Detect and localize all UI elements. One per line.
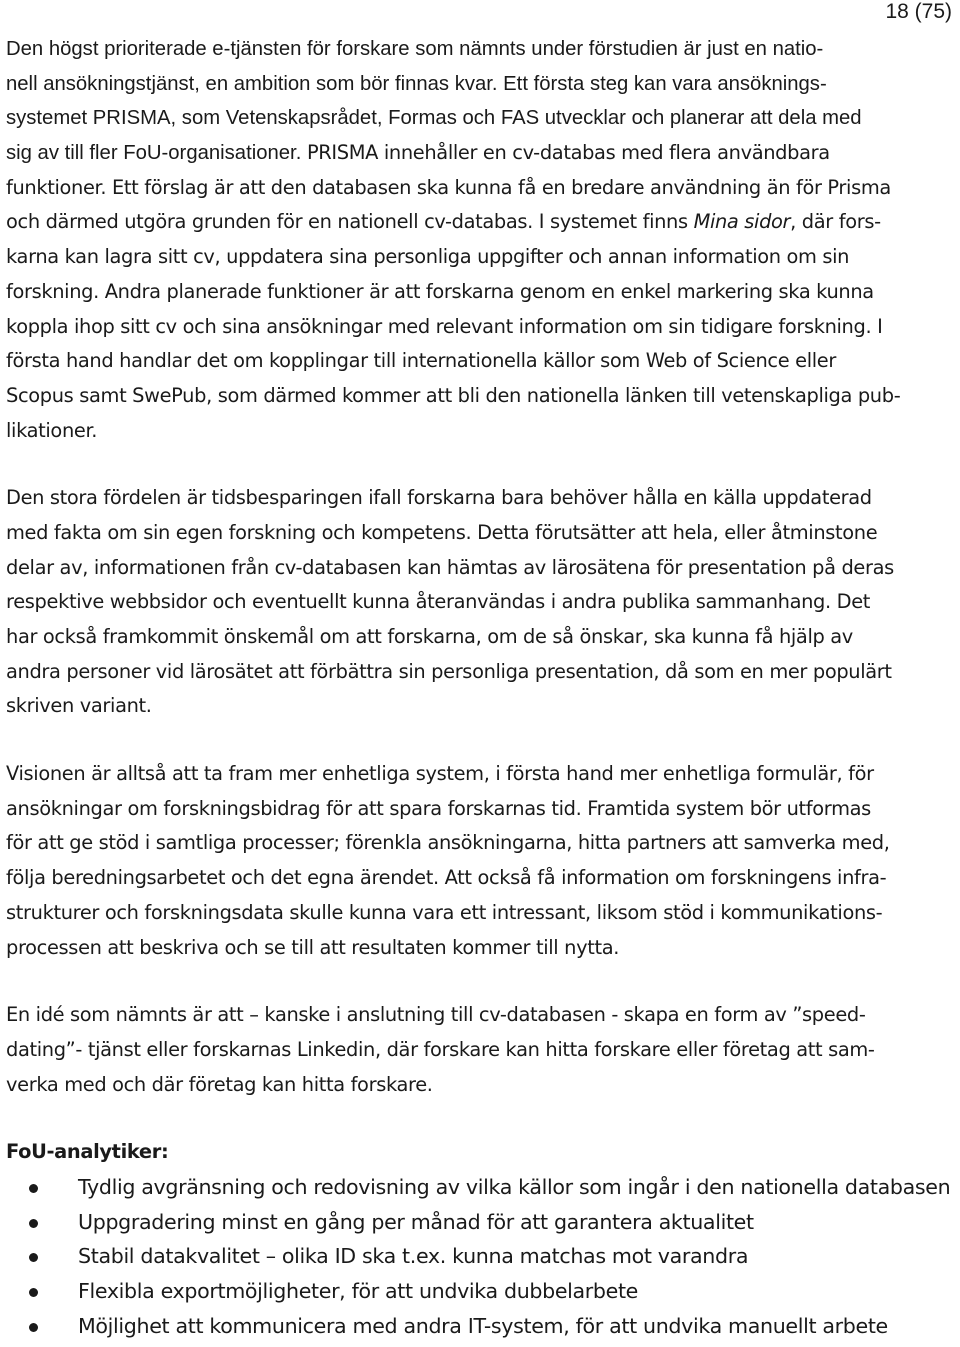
text-line: Visionen är alltså att ta fram mer enhetliga system, i första hand mer enhetliga formulär, för bbox=[6, 762, 874, 786]
list-item bbox=[6, 1274, 950, 1309]
text-line bbox=[6, 171, 950, 206]
text-line: för att ge stöd i samtliga processer; förenkla ansökningarna, hitta partners att samverka med, bbox=[6, 831, 890, 855]
list-item bbox=[6, 1170, 950, 1205]
bullet-icon bbox=[29, 1253, 38, 1262]
section-heading: FoU-analytiker: bbox=[6, 1140, 169, 1164]
mina-sidor-emphasis: Mina sidor bbox=[693, 210, 791, 234]
text-line: karna kan lagra sitt cv, uppdatera sina personliga uppgifter och annan information om sin bbox=[6, 245, 850, 269]
paragraph-prisma bbox=[6, 32, 950, 448]
text-line bbox=[6, 136, 950, 171]
text-line: följa beredningsarbetet och det egna ärendet. Att också få information om forskningens infra- bbox=[6, 866, 887, 890]
text-run: och därmed utgöra grunden för en nationell cv-databas. I systemet finns bbox=[6, 210, 694, 234]
text-line: delar av, informationen från cv-databasen kan hämtas av lärosätena för presentation på deras bbox=[6, 555, 894, 579]
text-line: dating”- tjänst eller forskarnas Linkedin, där forskare kan hitta forskare eller företag att sam- bbox=[6, 1037, 875, 1061]
fou-analytiker-section bbox=[6, 1135, 950, 1343]
paragraph-speed-dating bbox=[6, 998, 950, 1102]
text-line: forskning. Andra planerade funktioner är att forskarna genom en enkel markering ska kunna bbox=[6, 279, 874, 303]
list-item-text: Möjlighet att kommunicera med andra IT-system, för att undvika manuellt arbete bbox=[78, 1313, 888, 1338]
text-line: strukturer och forskningsdata skulle kunna vara ett intressant, liksom stöd i kommunikations- bbox=[6, 900, 883, 924]
text-run: PRISMA innehåller en cv-databas med flera användbara bbox=[306, 141, 830, 165]
text-line: likationer. bbox=[6, 418, 98, 442]
bullet-icon bbox=[29, 1219, 38, 1228]
text-line: med fakta om sin egen forskning och kompetens. Detta förutsätter att hela, eller åtminstone bbox=[6, 520, 878, 544]
list-item bbox=[6, 1205, 950, 1240]
bullet-icon bbox=[29, 1323, 38, 1332]
text-line: första hand handlar det om kopplingar till internationella källor som Web of Science eller bbox=[6, 349, 836, 373]
page-number: 18 (75) bbox=[885, 0, 952, 23]
text-line: Den högst prioriterade e-tjänsten för forskare som nämnts under förstudien är just en natio- bbox=[6, 38, 824, 60]
paragraph-advantage bbox=[6, 481, 950, 724]
text-line: koppla ihop sitt cv och sina ansökningar med relevant information om sin tidigare forskning. I bbox=[6, 314, 883, 338]
list-item-text: Uppgradering minst en gång per månad för att garantera aktualitet bbox=[78, 1209, 754, 1234]
list-item bbox=[6, 1309, 950, 1344]
text-line: processen att beskriva och se till att resultaten kommer till nytta. bbox=[6, 935, 620, 959]
text-line: nell ansökningstjänst, en ambition som bör finnas kvar. Ett första steg kan vara ansöknings- bbox=[6, 72, 827, 95]
text-line: En idé som nämnts är att – kanske i anslutning till cv-databasen - skapa en form av ”speed- bbox=[6, 1003, 866, 1027]
text-line bbox=[6, 205, 950, 240]
bullet-icon bbox=[29, 1184, 38, 1193]
text-run: , där fors- bbox=[790, 210, 881, 234]
text-line: har också framkommit önskemål om att forskarna, om de så önskar, ska kunna få hjälp av bbox=[6, 625, 853, 648]
text-line: andra personer vid lärosätet att förbättra sin personliga presentation, då som en mer populärt bbox=[6, 659, 892, 683]
text-line: Den stora fördelen är tidsbesparingen ifall forskarna bara behöver hålla en källa uppdaterad bbox=[6, 486, 872, 510]
text-line: ansökningar om forskningsbidrag för att spara forskarnas tid. Framtida system bör utformas bbox=[6, 796, 871, 820]
text-line: Scopus samt SwePub, som därmed kommer att bli den nationella länken till vetenskapliga pub- bbox=[6, 383, 901, 407]
text-line: respektive webbsidor och eventuellt kunna återanvändas i andra publika sammanhang. Det bbox=[6, 590, 871, 614]
list-item bbox=[6, 1239, 950, 1274]
paragraph-vision bbox=[6, 757, 950, 965]
text-run: funktioner. bbox=[6, 175, 113, 199]
text-run: Ett förslag är att den databasen ska kunna få en bredare användning än för Prisma bbox=[112, 175, 891, 199]
text-line: skriven variant. bbox=[6, 694, 152, 718]
text-run: sig av till fler FoU-organisationer. bbox=[6, 142, 307, 165]
list-item-text: Tydlig avgränsning och redovisning av vilka källor som ingår i den nationella databasen bbox=[78, 1174, 951, 1199]
requirements-list bbox=[6, 1170, 950, 1343]
bullet-icon bbox=[29, 1288, 38, 1297]
list-item-text: Flexibla exportmöjligheter, för att undvika dubbelarbete bbox=[78, 1279, 639, 1304]
text-line: systemet PRISMA, som Vetenskapsrådet, Formas och FAS utvecklar och planerar att dela med bbox=[6, 107, 862, 130]
document-body bbox=[6, 32, 950, 1343]
text-line: verka med och där företag kan hitta forskare. bbox=[6, 1072, 433, 1096]
list-item-text: Stabil datakvalitet – olika ID ska t.ex. kunna matchas mot varandra bbox=[78, 1244, 749, 1269]
